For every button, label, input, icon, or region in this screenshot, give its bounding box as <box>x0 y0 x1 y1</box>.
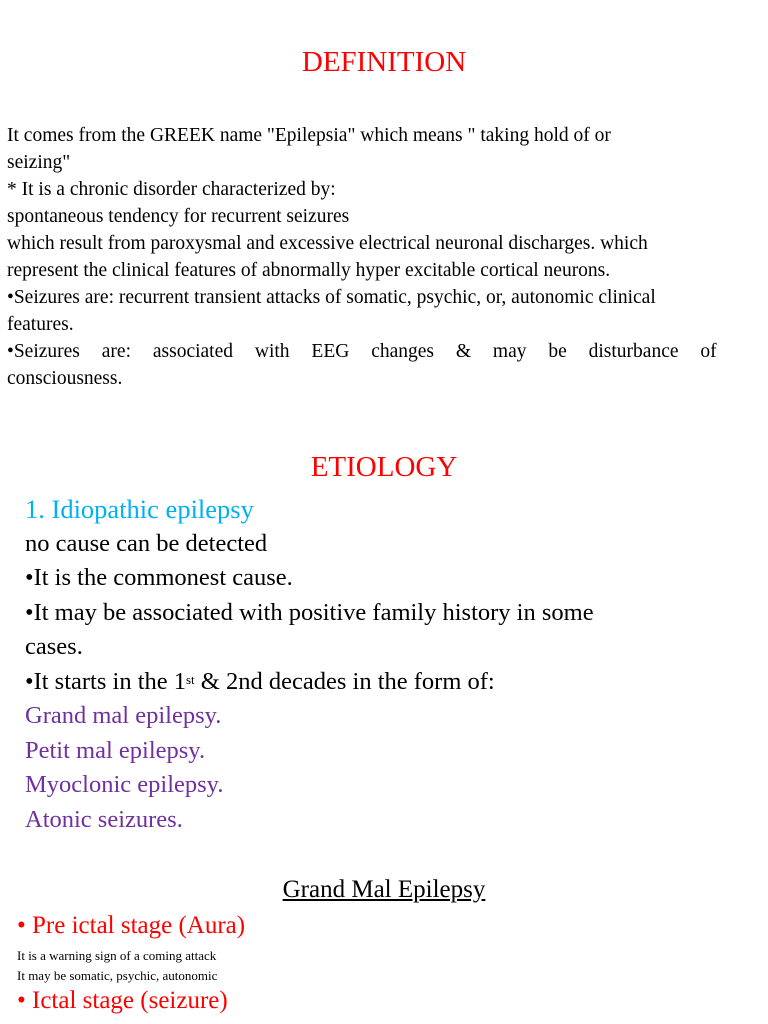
etiology-body <box>25 492 725 837</box>
ordinal-superscript: st <box>186 671 195 687</box>
etiology-line-part: & 2nd decades in the form of: <box>194 667 495 695</box>
definition-line: represent the clinical features of abnormally hyper excitable cortical neurons. <box>7 260 611 281</box>
epilepsy-type: Petit mal epilepsy. <box>25 736 206 764</box>
epilepsy-type: Grand mal epilepsy. <box>25 702 222 729</box>
epilepsy-type: Myoclonic epilepsy. <box>25 771 224 798</box>
definition-body <box>7 122 759 392</box>
etiology-line: •It may be associated with positive family history in some <box>25 598 594 626</box>
definition-line: •Seizures are: recurrent transient attacks of somatic, psychic, or, autonomic clinical <box>7 287 656 308</box>
definition-line: * It is a chronic disorder characterized by: <box>7 179 336 200</box>
definition-line: spontaneous tendency for recurrent seizures <box>7 206 350 227</box>
idiopathic-heading: 1. Idiopathic epilepsy <box>25 494 254 524</box>
definition-line: features. <box>7 314 74 335</box>
definition-line: •Seizures are: associated with EEG changes & may be disturbance of <box>7 341 717 362</box>
aura-note: It is a warning sign of a coming attack <box>17 948 217 963</box>
definition-line: which result from paroxysmal and excessive electrical neuronal discharges. which <box>7 233 648 254</box>
etiology-line <box>25 665 725 700</box>
etiology-title: ETIOLOGY <box>310 451 458 483</box>
etiology-line-part: •It starts in the 1 <box>25 667 186 695</box>
etiology-line: no cause can be detected <box>25 529 268 557</box>
definition-title: DEFINITION <box>301 46 467 78</box>
definition-line: consciousness. <box>7 368 123 389</box>
epilepsy-type: Atonic seizures. <box>25 805 183 833</box>
ictal-stage: • Ictal stage (seizure) <box>17 987 228 1014</box>
aura-note: It may be somatic, psychic, autonomic <box>17 968 218 983</box>
pre-ictal-stage: • Pre ictal stage (Aura) <box>17 912 246 939</box>
grand-mal-title: Grand Mal Epilepsy <box>282 876 486 903</box>
definition-line: It comes from the GREEK name "Epilepsia" which means " taking hold of or <box>7 125 611 146</box>
etiology-line: cases. <box>25 633 83 660</box>
etiology-line: •It is the commonest cause. <box>25 564 293 591</box>
definition-line: seizing" <box>7 152 71 173</box>
